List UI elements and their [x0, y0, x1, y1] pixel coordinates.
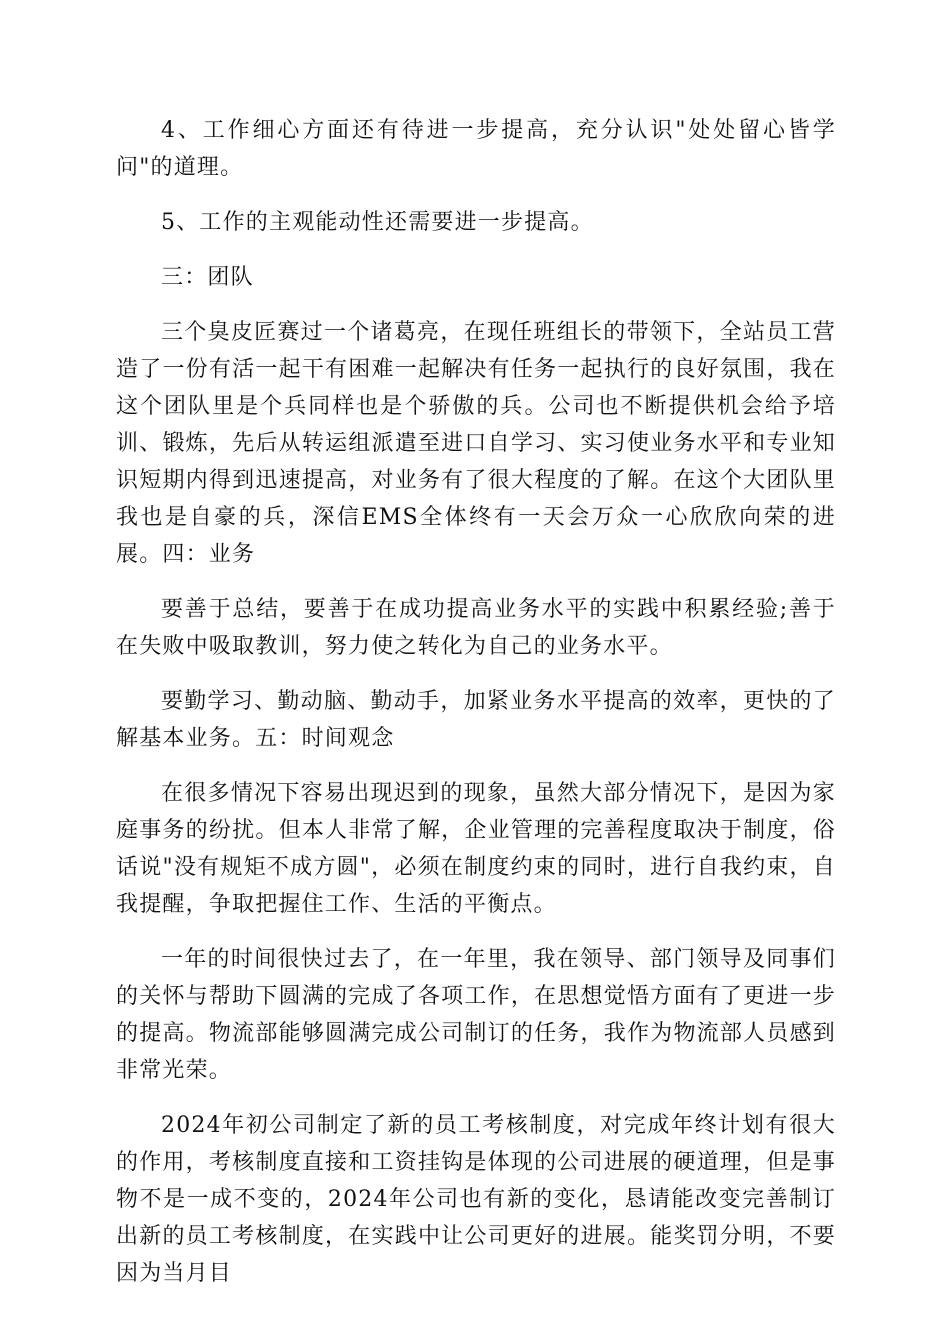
paragraph-time: 在很多情况下容易出现迟到的现象，虽然大部分情况下，是因为家庭事务的纷扰。但本人非常了解，企业管理的完善程度取决于制度，俗话说"没有规矩不成方圆"，必须在制度约束的同时，进行自我约束，自我提醒，争取把握住工作、生活的平衡点。 [116, 781, 836, 917]
paragraph-assessment: 2024年初公司制定了新的员工考核制度，对完成年终计划有很大的作用，考核制度直接和工资挂钩是体现的公司进展的硬道理，但是事物不是一成不变的，2024年公司也有新的变化，恳请能改变完善制订出新的员工考核制度，在实践中让公司更好的进展。能奖罚分明，不要因为当月目 [116, 1113, 836, 1286]
paragraph-item-5: 5、工作的主观能动性还需要进一步提高。 [161, 210, 594, 235]
paragraph-study: 要勤学习、勤动脑、勤动手，加紧业务水平提高的效率，更快的了解基本业务。五：时间观念 [116, 689, 836, 751]
paragraph-item-4: 4、工作细心方面还有待进一步提高，充分认识"处处留心皆学问"的道理。 [116, 118, 836, 180]
section-heading-team: 三：团队 [161, 265, 254, 290]
paragraph-year-review: 一年的时间很快过去了，在一年里，我在领导、部门领导及同事们的关怀与帮助下圆满的完成了各项工作，在思想觉悟方面有了更进一步的提高。物流部能够圆满完成公司制订的任务，我作为物流部人员感到非常光荣。 [116, 947, 836, 1083]
paragraph-summary: 要善于总结，要善于在成功提高业务水平的实践中积累经验;善于在失败中吸取教训，努力使之转化为自己的业务水平。 [116, 597, 836, 659]
document-body [116, 112, 836, 1310]
paragraph-team: 三个臭皮匠赛过一个诸葛亮，在现任班组长的带领下，全站员工营造了一份有活一起干有困难一起解决有任务一起执行的良好氛围，我在这个团队里是个兵同样也是个骄傲的兵。公司也不断提供机会给予培训、锻炼，先后从转运组派遣至进口自学习、实习使业务水平和专业知识短期内得到迅速提高，对业务有了很大程度的了解。在这个大团队里我也是自豪的兵，深信EMS全体终有一天会万众一心欣欣向荣的进展。四：业务 [116, 320, 836, 567]
